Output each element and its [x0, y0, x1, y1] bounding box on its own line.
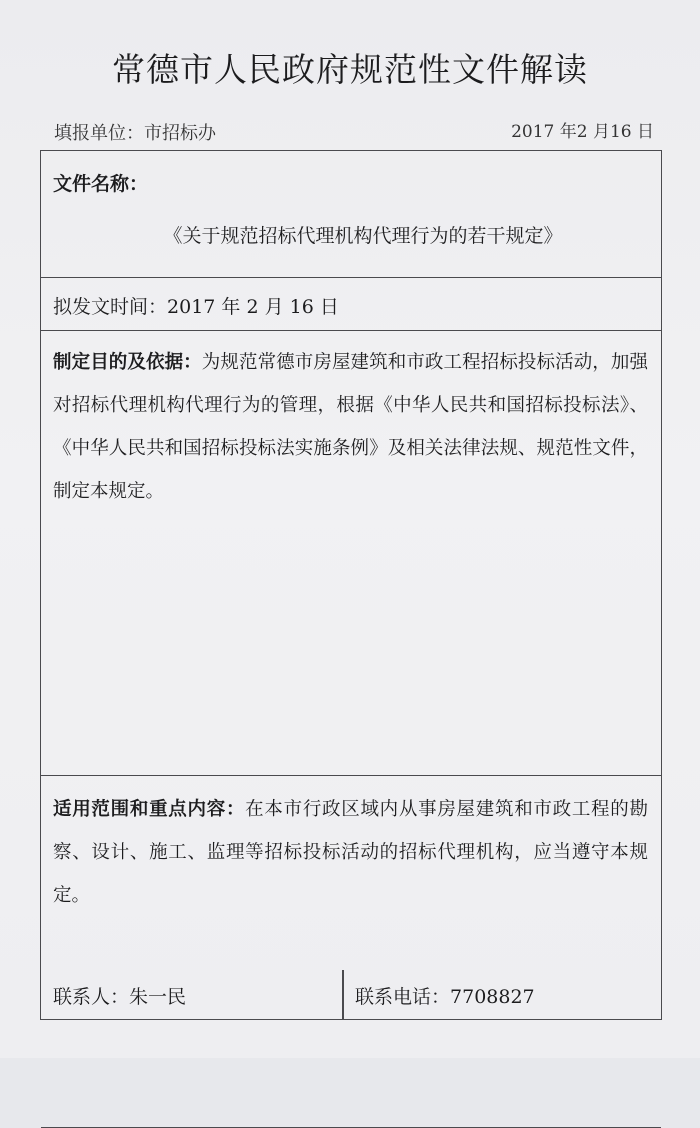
doc-name-row	[41, 151, 661, 278]
contact-phone-value: 7708827	[450, 986, 535, 1008]
contact-person-label: 联系人：	[53, 986, 130, 1008]
purpose-row	[41, 331, 661, 776]
draft-date-row	[41, 278, 661, 331]
draft-date-field	[53, 292, 339, 319]
scope-paragraph	[53, 788, 648, 917]
contact-divider	[342, 970, 344, 1019]
purpose-text: 为规范常德市房屋建筑和市政工程招标投标活动，加强对招标代理机构代理行为的管理，根据《中华人民共和国招标投标法》、《中华人民共和国招标投标法实施条例》及相关法律法规、规范性文件，制定本规定。	[53, 352, 648, 502]
contact-person-field	[53, 982, 186, 1009]
doc-name-label: 文件名称：	[53, 173, 149, 195]
contact-row	[40, 970, 662, 1020]
contact-phone-field	[355, 982, 535, 1009]
scope-text: 在本市行政区域内从事房屋建筑和市政工程的勘察、设计、施工、监理等招标投标活动的招标代理机构，应当遵守本规定。	[53, 799, 648, 906]
draft-date-label: 拟发文时间：	[53, 296, 168, 318]
contact-phone-label: 联系电话：	[355, 986, 451, 1008]
purpose-label: 制定目的及依据：	[53, 352, 202, 373]
scope-label: 适用范围和重点内容：	[53, 799, 246, 820]
purpose-paragraph	[53, 341, 648, 513]
draft-date-value: 2017 年 2 月 16 日	[167, 296, 339, 318]
contact-person-value: 朱一民	[129, 986, 187, 1008]
fill-date: 2017 年2 月16 日	[511, 122, 654, 142]
fill-unit: 填报单位：市招标办	[54, 123, 216, 144]
doc-name: 《关于规范招标代理机构代理行为的若干规定》	[163, 225, 563, 247]
scope-row	[41, 776, 661, 1128]
interpretation-form	[40, 150, 662, 1020]
document-title: 常德市人民政府规范性文件解读	[112, 50, 588, 89]
